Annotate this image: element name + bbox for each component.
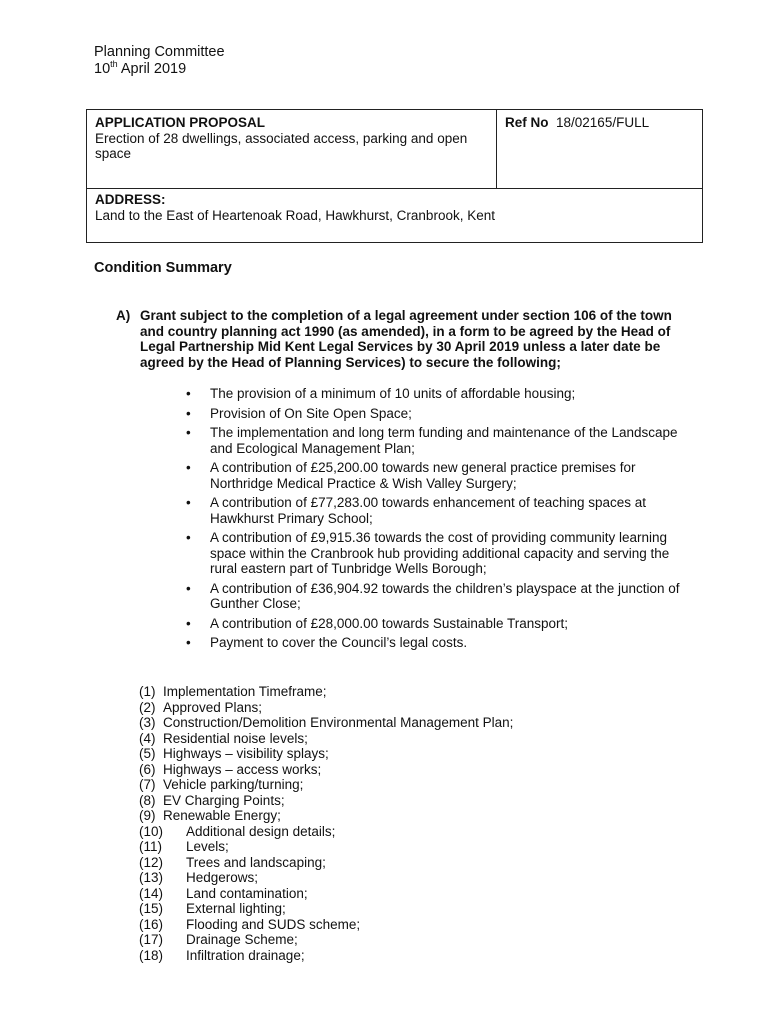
condition-text: Highways – visibility splays; xyxy=(163,746,329,761)
obligation-item xyxy=(186,460,726,491)
condition-text: Drainage Scheme; xyxy=(186,932,298,947)
condition-number: (2) xyxy=(139,699,156,715)
obligation-text-line: A contribution of £77,283.00 towards enhancement of teaching spaces at xyxy=(210,495,647,510)
condition-text: Vehicle parking/turning; xyxy=(163,777,304,792)
condition-text: Levels; xyxy=(186,839,229,854)
bullet-icon: • xyxy=(186,386,191,401)
condition-number: (5) xyxy=(139,746,156,761)
condition-summary-title: Condition Summary xyxy=(94,260,232,276)
obligation-text-line: Provision of On Site Open Space; xyxy=(210,405,412,421)
condition-text: External lighting; xyxy=(186,901,286,916)
condition-number: (11) xyxy=(139,839,163,854)
condition-text: Construction/Demolition Environmental Management Plan; xyxy=(163,715,514,730)
resolution-text-line: and country planning act 1990 (as amended), in a form to be agreed by the Head of xyxy=(140,323,671,339)
obligation-text-line: Payment to cover the Council’s legal costs. xyxy=(210,635,468,650)
condition-item xyxy=(139,731,513,747)
condition-item xyxy=(139,932,513,948)
obligation-text-line: A contribution of £36,904.92 towards the children’s playspace at the junction of xyxy=(210,580,680,596)
condition-number: (1) xyxy=(139,684,156,699)
obligation-text-line: The provision of a minimum of 10 units of affordable housing; xyxy=(210,386,576,401)
condition-item xyxy=(139,855,513,871)
application-proposal-cell xyxy=(95,115,490,162)
obligation-text-line: Gunther Close; xyxy=(210,596,301,611)
condition-number: (16) xyxy=(139,916,164,932)
condition-text: Renewable Energy; xyxy=(163,808,281,823)
condition-number: (18) xyxy=(139,947,164,963)
condition-text: EV Charging Points; xyxy=(163,792,285,808)
condition-text: Implementation Timeframe; xyxy=(163,684,327,699)
condition-item xyxy=(139,808,513,824)
condition-text: Infiltration drainage; xyxy=(186,947,305,963)
obligation-text-line: and Ecological Management Plan; xyxy=(210,440,415,456)
date-rest: April 2019 xyxy=(120,61,187,77)
resolution-letter: A) xyxy=(116,308,131,323)
resolution-text xyxy=(140,308,720,370)
bullet-icon: • xyxy=(186,580,191,596)
condition-item xyxy=(139,948,513,964)
condition-number: (6) xyxy=(139,761,156,777)
obligation-item xyxy=(186,406,726,422)
obligation-item xyxy=(186,530,726,577)
condition-text: Trees and landscaping; xyxy=(186,854,326,870)
obligation-item xyxy=(186,495,726,526)
condition-item xyxy=(139,917,513,933)
condition-text: Land contamination; xyxy=(186,885,308,901)
committee-name: Planning Committee xyxy=(94,44,225,60)
document-header xyxy=(94,44,225,78)
condition-number: (8) xyxy=(139,792,156,808)
obligation-list xyxy=(186,386,726,655)
condition-number: (9) xyxy=(139,808,156,823)
condition-number: (13) xyxy=(139,870,164,885)
ref-value: 18/02165/FULL xyxy=(556,115,650,130)
condition-item xyxy=(139,746,513,762)
obligation-text-line: Northridge Medical Practice & Wish Valley Surgery; xyxy=(210,475,517,491)
obligation-item xyxy=(186,581,726,612)
bullet-icon: • xyxy=(186,495,191,510)
condition-item xyxy=(139,886,513,902)
condition-text: Additional design details; xyxy=(186,823,336,839)
condition-number: (4) xyxy=(139,730,156,746)
condition-item xyxy=(139,870,513,886)
condition-item xyxy=(139,901,513,917)
condition-list xyxy=(139,684,513,963)
obligation-item xyxy=(186,635,726,651)
condition-text: Approved Plans; xyxy=(163,699,263,715)
condition-item xyxy=(139,824,513,840)
condition-text: Highways – access works; xyxy=(163,761,322,777)
condition-item xyxy=(139,762,513,778)
obligation-text-line: A contribution of £9,915.36 towards the cost of providing community learning xyxy=(210,530,668,545)
date-suffix: th xyxy=(110,59,118,70)
condition-item xyxy=(139,839,513,855)
condition-item xyxy=(139,777,513,793)
bullet-icon: • xyxy=(186,635,191,650)
date-day: 10 xyxy=(94,61,111,77)
condition-text: Flooding and SUDS scheme; xyxy=(186,916,361,932)
condition-item xyxy=(139,700,513,716)
obligation-text-line: Hawkhurst Primary School; xyxy=(210,510,373,526)
bullet-icon: • xyxy=(186,530,191,545)
proposal-text-line: Erection of 28 dwellings, associated access, parking and open xyxy=(95,130,468,146)
bullet-icon: • xyxy=(186,405,191,421)
obligation-text-line: rural eastern part of Tunbridge Wells Borough; xyxy=(210,561,487,576)
address-value: Land to the East of Heartenoak Road, Hawkhurst, Cranbrook, Kent xyxy=(95,207,495,223)
condition-text: Residential noise levels; xyxy=(163,730,308,746)
condition-number: (3) xyxy=(139,715,156,730)
condition-item xyxy=(139,684,513,700)
ref-label: Ref No xyxy=(505,115,549,130)
address-cell xyxy=(95,192,685,223)
application-details-table xyxy=(86,109,703,243)
condition-number: (15) xyxy=(139,901,164,916)
resolution-text-line: Grant subject to the completion of a legal agreement under section 106 of the town xyxy=(140,308,672,323)
resolution-text-line: agreed by the Head of Planning Services) to secure the following; xyxy=(140,354,561,370)
condition-number: (17) xyxy=(139,932,164,947)
proposal-label: APPLICATION PROPOSAL xyxy=(95,115,266,130)
bullet-icon: • xyxy=(186,425,191,440)
obligation-text-line: The implementation and long term funding and maintenance of the Landscape xyxy=(210,425,678,440)
obligation-text-line: A contribution of £28,000.00 towards Sustainable Transport; xyxy=(210,615,568,631)
obligation-item xyxy=(186,386,726,402)
obligation-text-line: space within the Cranbrook hub providing additional capacity and serving the xyxy=(210,545,670,561)
bullet-icon: • xyxy=(186,460,191,475)
table-row-divider xyxy=(87,188,702,189)
ref-no-cell xyxy=(505,115,649,131)
condition-number: (12) xyxy=(139,854,164,870)
obligation-item xyxy=(186,616,726,632)
obligation-item xyxy=(186,425,726,456)
address-label: ADDRESS: xyxy=(95,192,166,207)
condition-number: (10) xyxy=(139,823,164,839)
proposal-text-line: space xyxy=(95,146,132,161)
condition-text: Hedgerows; xyxy=(186,870,259,885)
condition-number: (7) xyxy=(139,777,156,792)
obligation-text-line: A contribution of £25,200.00 towards new general practice premises for xyxy=(210,460,636,475)
bullet-icon: • xyxy=(186,615,191,631)
condition-item xyxy=(139,793,513,809)
resolution-text-line: Legal Partnership Mid Kent Legal Services by 30 April 2019 unless a later date be xyxy=(140,339,661,354)
condition-item xyxy=(139,715,513,731)
condition-number: (14) xyxy=(139,885,164,901)
table-column-divider xyxy=(496,110,497,188)
meeting-date xyxy=(94,61,225,78)
